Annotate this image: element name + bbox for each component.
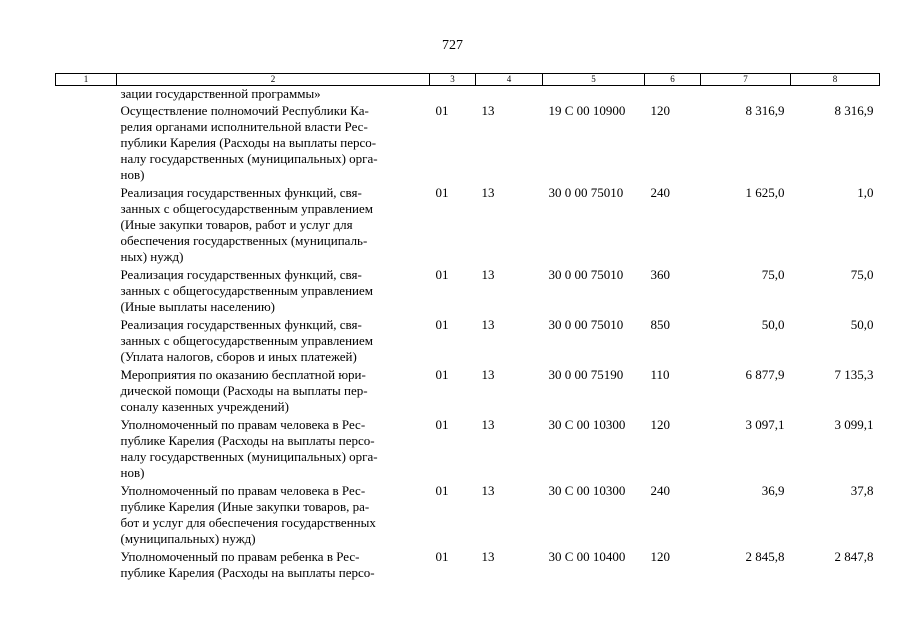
section-code: 01 — [435, 185, 449, 200]
amount-year-2: 75,0 — [850, 267, 874, 282]
expense-name-line: (Уплата налогов, сборов и иных платежей) — [120, 349, 357, 364]
expense-name-line: публики Карелия (Расходы на выплаты персо- — [120, 135, 377, 150]
column-number-4: 4 — [476, 74, 543, 86]
expense-name-line: Осуществление полномочий Республики Ка- — [120, 103, 369, 118]
expense-name — [117, 483, 430, 549]
section-code: 01 — [435, 103, 449, 118]
subsection-code: 13 — [481, 549, 495, 564]
amount-year-1: 36,9 — [761, 483, 785, 498]
expense-name-line: Уполномоченный по правам ребенка в Рес- — [120, 549, 360, 564]
amount-year-1: 2 845,8 — [745, 549, 785, 564]
subsection-code: 13 — [481, 417, 495, 432]
expense-name-line: публике Карелия (Расходы на выплаты персо- — [120, 433, 375, 448]
expense-name-line: Уполномоченный по правам человека в Рес- — [120, 483, 366, 498]
target-article-code: 30 0 00 75190 — [548, 367, 624, 382]
expense-type-code: 120 — [650, 103, 670, 118]
amount-year-2: 1,0 — [857, 185, 874, 200]
expense-name — [117, 103, 430, 185]
expense-type-code: 120 — [650, 417, 670, 432]
amount-year-2: 3 099,1 — [834, 417, 874, 432]
amount-year-2: 50,0 — [850, 317, 874, 332]
section-code: 01 — [435, 417, 449, 432]
expense-name-line: Уполномоченный по правам человека в Рес- — [120, 417, 366, 432]
section-code: 01 — [435, 267, 449, 282]
expense-type-code: 850 — [650, 317, 670, 332]
amount-year-1: 1 625,0 — [745, 185, 785, 200]
expense-type-code: 240 — [650, 185, 670, 200]
expense-name-line: занных с общегосударственным управлением — [120, 333, 373, 348]
target-article-code: 30 С 00 10400 — [548, 549, 626, 564]
expense-name-line: занных с общегосударственным управлением — [120, 283, 373, 298]
table-row — [56, 267, 880, 317]
expense-name-line: занных с общегосударственным управлением — [120, 201, 373, 216]
table-row — [56, 185, 880, 267]
amount-year-2: 7 135,3 — [834, 367, 874, 382]
section-code: 01 — [435, 317, 449, 332]
column-number-3: 3 — [430, 74, 476, 86]
table-row — [56, 417, 880, 483]
amount-year-2: 8 316,9 — [834, 103, 874, 118]
column-number-7: 7 — [701, 74, 791, 86]
expense-name-line: (муниципальных) нужд) — [120, 531, 256, 546]
expense-type-code: 120 — [650, 549, 670, 564]
target-article-code: 30 0 00 75010 — [548, 317, 624, 332]
amount-year-1: 75,0 — [761, 267, 785, 282]
column-number-6: 6 — [645, 74, 701, 86]
expense-name — [117, 267, 430, 317]
expense-name-line: Реализация государственных функций, свя- — [120, 185, 362, 200]
budget-table — [55, 73, 880, 583]
expense-name-line: Мероприятия по оказанию бесплатной юри- — [120, 367, 366, 382]
target-article-code: 30 С 00 10300 — [548, 483, 626, 498]
empty-cell — [56, 267, 117, 317]
section-code: 01 — [435, 367, 449, 382]
column-number-5: 5 — [543, 74, 645, 86]
expense-name-line: налу государственных (муниципальных) орга- — [120, 151, 378, 166]
expense-name-line: налу государственных (муниципальных) орга- — [120, 449, 378, 464]
amount-year-1: 6 877,9 — [745, 367, 785, 382]
expense-name-line: релия органами исполнительной власти Рес- — [120, 119, 368, 134]
expense-name-line: нов) — [120, 465, 145, 480]
empty-cell — [56, 483, 117, 549]
expense-name-line: дической помощи (Расходы на выплаты пер- — [120, 383, 368, 398]
continuation-row — [56, 86, 880, 104]
empty-cell — [56, 549, 117, 583]
expense-name-line: бот и услуг для обеспечения государственных — [120, 515, 376, 530]
table-row — [56, 103, 880, 185]
table-row — [56, 549, 880, 583]
expense-name-line: соналу казенных учреждений) — [120, 399, 289, 414]
expense-name — [117, 549, 430, 583]
empty-cell — [56, 103, 117, 185]
subsection-code: 13 — [481, 367, 495, 382]
amount-year-2: 37,8 — [850, 483, 874, 498]
expense-name-line: Реализация государственных функций, свя- — [120, 317, 362, 332]
empty-cell — [56, 417, 117, 483]
target-article-code: 30 0 00 75010 — [548, 185, 624, 200]
subsection-code: 13 — [481, 483, 495, 498]
subsection-code: 13 — [481, 317, 495, 332]
expense-name-line: ных) нужд) — [120, 249, 184, 264]
expense-name — [117, 417, 430, 483]
section-code: 01 — [435, 549, 449, 564]
section-code: 01 — [435, 483, 449, 498]
empty-cell — [56, 367, 117, 417]
subsection-code: 13 — [481, 103, 495, 118]
table-body — [56, 86, 880, 584]
expense-name-line: (Иные закупки товаров, работ и услуг для — [120, 217, 353, 232]
amount-year-2: 2 847,8 — [834, 549, 874, 564]
column-header-row — [56, 74, 880, 86]
expense-type-code: 110 — [650, 367, 670, 382]
expense-name-line: обеспечения государственных (муниципаль- — [120, 233, 368, 248]
amount-year-1: 8 316,9 — [745, 103, 785, 118]
expense-name-line: нов) — [120, 167, 145, 182]
expense-name-line: публике Карелия (Расходы на выплаты персо- — [120, 565, 375, 580]
target-article-code: 30 С 00 10300 — [548, 417, 626, 432]
expense-type-code: 360 — [650, 267, 670, 282]
column-number-2: 2 — [117, 74, 430, 86]
expense-name — [117, 317, 430, 367]
empty-cell — [56, 185, 117, 267]
column-number-1: 1 — [56, 74, 117, 86]
expense-name-line: публике Карелия (Иные закупки товаров, ра- — [120, 499, 370, 514]
expense-name-line: (Иные выплаты населению) — [120, 299, 275, 314]
target-article-code: 19 С 00 10900 — [548, 103, 626, 118]
expense-type-code: 240 — [650, 483, 670, 498]
subsection-code: 13 — [481, 267, 495, 282]
expense-name — [117, 185, 430, 267]
subsection-code: 13 — [481, 185, 495, 200]
target-article-code: 30 0 00 75010 — [548, 267, 624, 282]
expense-name-line: Реализация государственных функций, свя- — [120, 267, 362, 282]
empty-cell — [56, 317, 117, 367]
table-row — [56, 317, 880, 367]
amount-year-1: 3 097,1 — [745, 417, 785, 432]
table-row — [56, 483, 880, 549]
column-number-8: 8 — [791, 74, 880, 86]
amount-year-1: 50,0 — [761, 317, 785, 332]
expense-name — [117, 367, 430, 417]
continuation-text: зации государственной программы» — [120, 86, 321, 101]
table-row — [56, 367, 880, 417]
page-number: 727 — [442, 38, 463, 53]
